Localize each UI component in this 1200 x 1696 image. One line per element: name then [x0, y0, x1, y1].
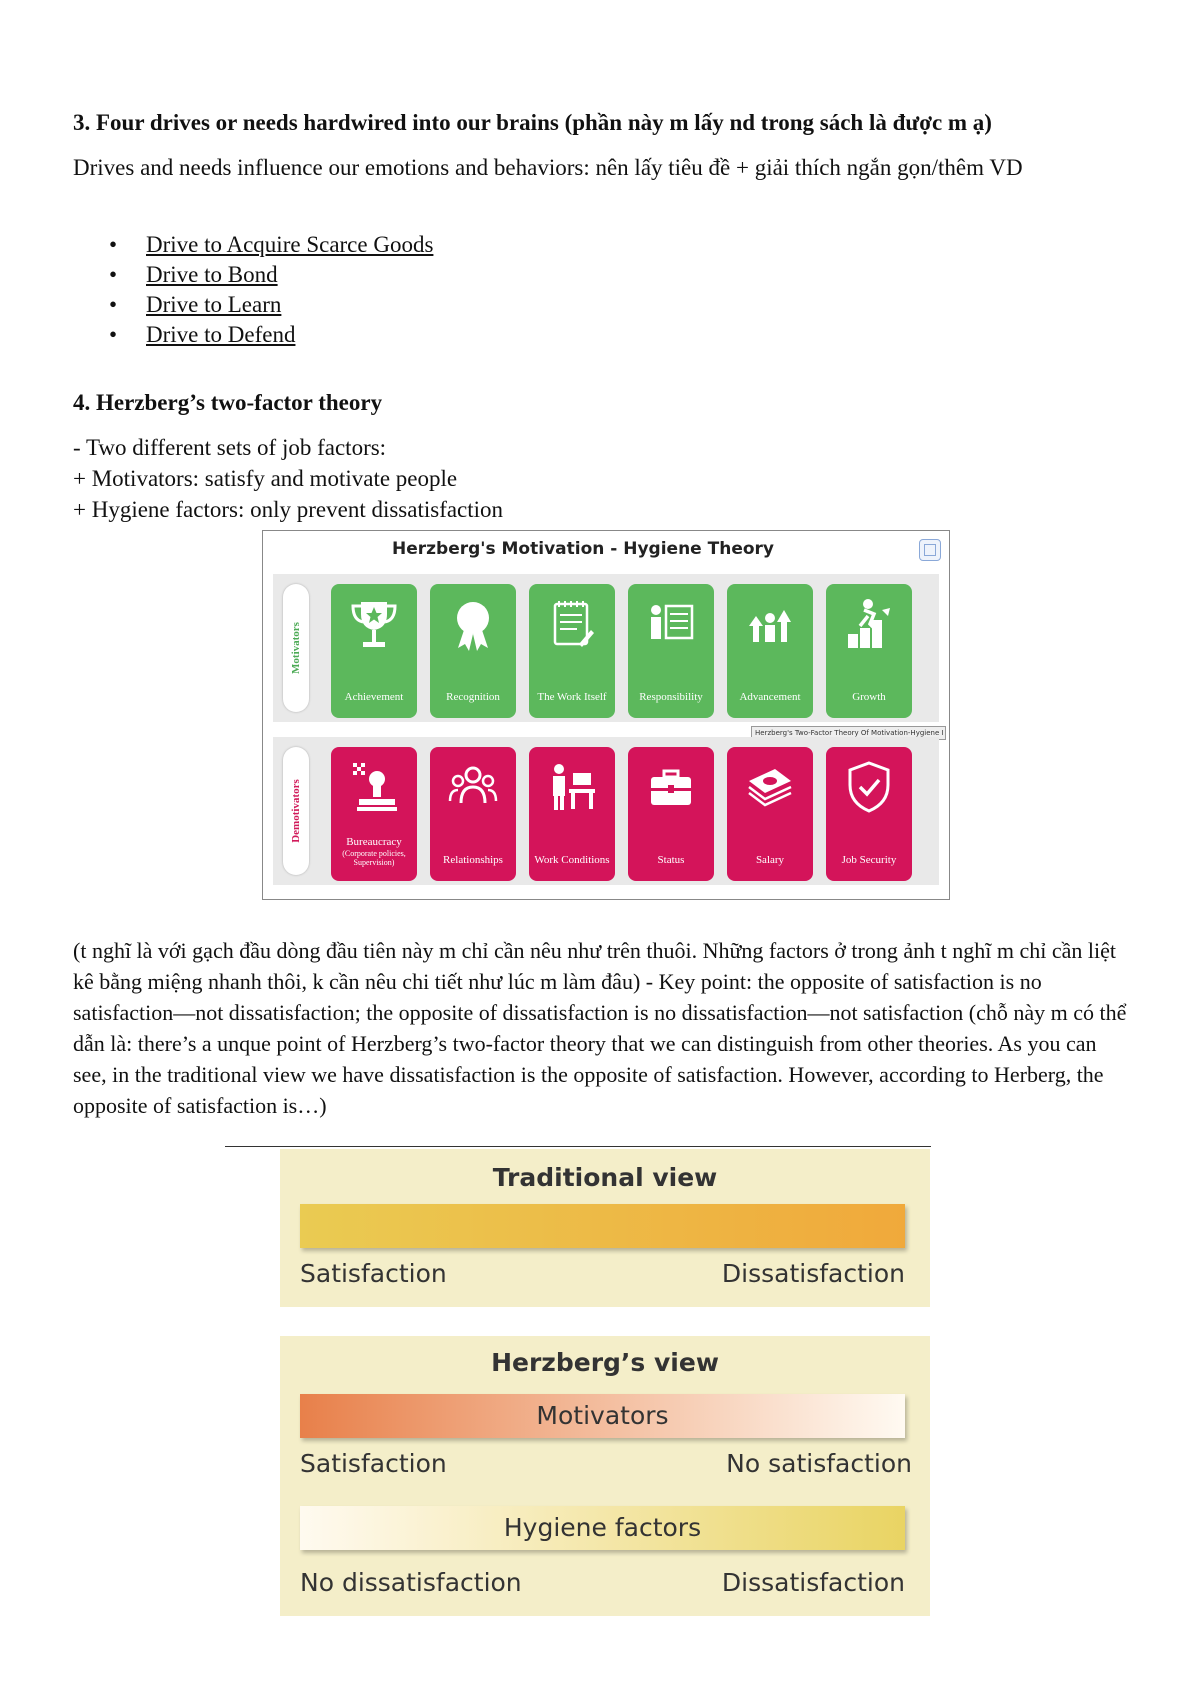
motivators-side-label: Motivators	[283, 584, 309, 712]
traditional-right-label: Dissatisfaction	[721, 1259, 905, 1288]
motivator-card-responsibility	[628, 584, 714, 718]
money-stack-icon	[745, 759, 795, 817]
hygiene-line: + Hygiene factors: only prevent dissatisfaction	[73, 497, 504, 522]
card-label: Advancement	[739, 691, 801, 703]
office-desk-icon	[547, 759, 597, 817]
section-3-intro: Drives and needs influence our emotions and behaviors: nên lấy tiêu đề + giải thích ngắn gọn/thêm VD	[73, 155, 1023, 180]
job-factors-line: - Two different sets of job factors:	[73, 435, 387, 460]
card-label: Responsibility	[639, 691, 703, 703]
traditional-view-title: Traditional view	[492, 1163, 718, 1192]
card-label: Status	[657, 854, 685, 866]
motivators-left-label: Satisfaction	[300, 1449, 447, 1478]
list-item	[146, 290, 433, 320]
card-label: Relationships	[443, 854, 503, 866]
presenter-checklist-icon	[646, 596, 696, 654]
section-3-heading: 3. Four drives or needs hardwired into our brains (phần này m lấy nd trong sách là được m ạ)	[73, 110, 992, 135]
herzberg-view-title: Herzberg’s view	[491, 1348, 719, 1377]
section-4-heading: 4. Herzberg’s two-factor theory	[73, 390, 383, 415]
motivator-card-work-itself	[529, 584, 615, 718]
card-sublabel: (Corporate policies, Supervision)	[342, 849, 406, 867]
card-label: Growth	[852, 691, 886, 703]
briefcase-icon	[646, 759, 696, 817]
motivators-right-label: No satisfaction	[726, 1449, 912, 1478]
card-label: The Work Itself	[537, 691, 607, 703]
clipboard-list-icon	[547, 596, 597, 654]
card-label: Work Conditions	[534, 854, 610, 866]
demotivator-card-salary	[727, 747, 813, 881]
motivators-band	[273, 574, 944, 737]
card-label: Job Security	[841, 854, 897, 866]
figure-title: Herzberg's Motivation - Hygiene Theory	[391, 539, 775, 559]
expand-icon[interactable]	[919, 539, 941, 561]
people-up-arrows-icon	[745, 596, 795, 654]
image-tooltip: Herzberg's Two-Factor Theory Of Motivation-Hygiene I	[751, 726, 946, 740]
motivators-line: + Motivators: satisfy and motivate people	[73, 466, 458, 491]
herzberg-view-figure	[280, 1336, 930, 1616]
motivator-card-growth	[826, 584, 912, 718]
card-label: Salary	[755, 854, 785, 866]
card-label: Recognition	[446, 691, 500, 703]
list-item	[146, 230, 433, 260]
card-label	[333, 835, 415, 867]
group-people-icon	[448, 759, 498, 817]
hygiene-left-label: No dissatisfaction	[300, 1568, 522, 1597]
traditional-view-figure	[280, 1149, 930, 1307]
trophy-icon	[349, 596, 399, 654]
notes-paragraph: (t nghĩ là với gạch đầu dòng đầu tiên này m chỉ cần nêu như trên thuôi. Những factors ở trong ảnh t nghĩ m chỉ cần liệt kê bằng miệng nhanh thôi, k cần nêu chi tiết như lúc m làm đâu) - Key point: the opposite of satisfaction is no satisfaction—not dissatisfaction; the opposite of dissatisfaction is no dissatisfaction—not satisfaction (chỗ này m có thể dẫn là: there’s a unque point of Herzberg’s two-factor theory that we can distinguish from other theories. As you can see, in the traditional view we have dissatisfaction is the opposite of satisfaction. However, according to Herberg, the opposite of satisfaction is…)	[73, 938, 1127, 1118]
herzberg-theory-figure	[262, 530, 950, 900]
drive-link-defend[interactable]: Drive to Defend	[146, 322, 296, 347]
climbing-stairs-icon	[844, 596, 894, 654]
hygiene-right-label: Dissatisfaction	[721, 1568, 905, 1597]
list-item	[146, 320, 433, 350]
award-ribbon-icon	[448, 596, 498, 654]
hygiene-gradient-bar: Hygiene factors	[300, 1506, 905, 1550]
card-label: Achievement	[344, 691, 404, 703]
traditional-left-label: Satisfaction	[300, 1259, 447, 1288]
figure-top-rule	[225, 1146, 931, 1147]
demotivator-card-work-conditions	[529, 747, 615, 881]
section-4-lines	[73, 432, 503, 525]
motivators-gradient-bar: Motivators	[300, 1394, 905, 1438]
stamp-icon	[349, 759, 399, 817]
demotivators-band	[273, 737, 939, 885]
drives-list	[73, 230, 433, 350]
demotivator-card-status	[628, 747, 714, 881]
demotivator-card-job-security	[826, 747, 912, 881]
drive-link-acquire[interactable]: Drive to Acquire Scarce Goods	[146, 232, 434, 257]
demotivators-side-label: Demotivators	[283, 747, 309, 875]
demotivator-card-bureaucracy	[331, 747, 417, 881]
traditional-gradient-bar	[300, 1204, 905, 1248]
motivator-card-recognition	[430, 584, 516, 718]
demotivator-card-relationships	[430, 747, 516, 881]
motivator-card-achievement	[331, 584, 417, 718]
shield-check-icon	[844, 759, 894, 817]
motivator-card-advancement	[727, 584, 813, 718]
drive-link-bond[interactable]: Drive to Bond	[146, 262, 278, 287]
drive-link-learn[interactable]: Drive to Learn	[146, 292, 282, 317]
card-label-main: Bureaucracy	[346, 836, 402, 848]
list-item	[146, 260, 433, 290]
